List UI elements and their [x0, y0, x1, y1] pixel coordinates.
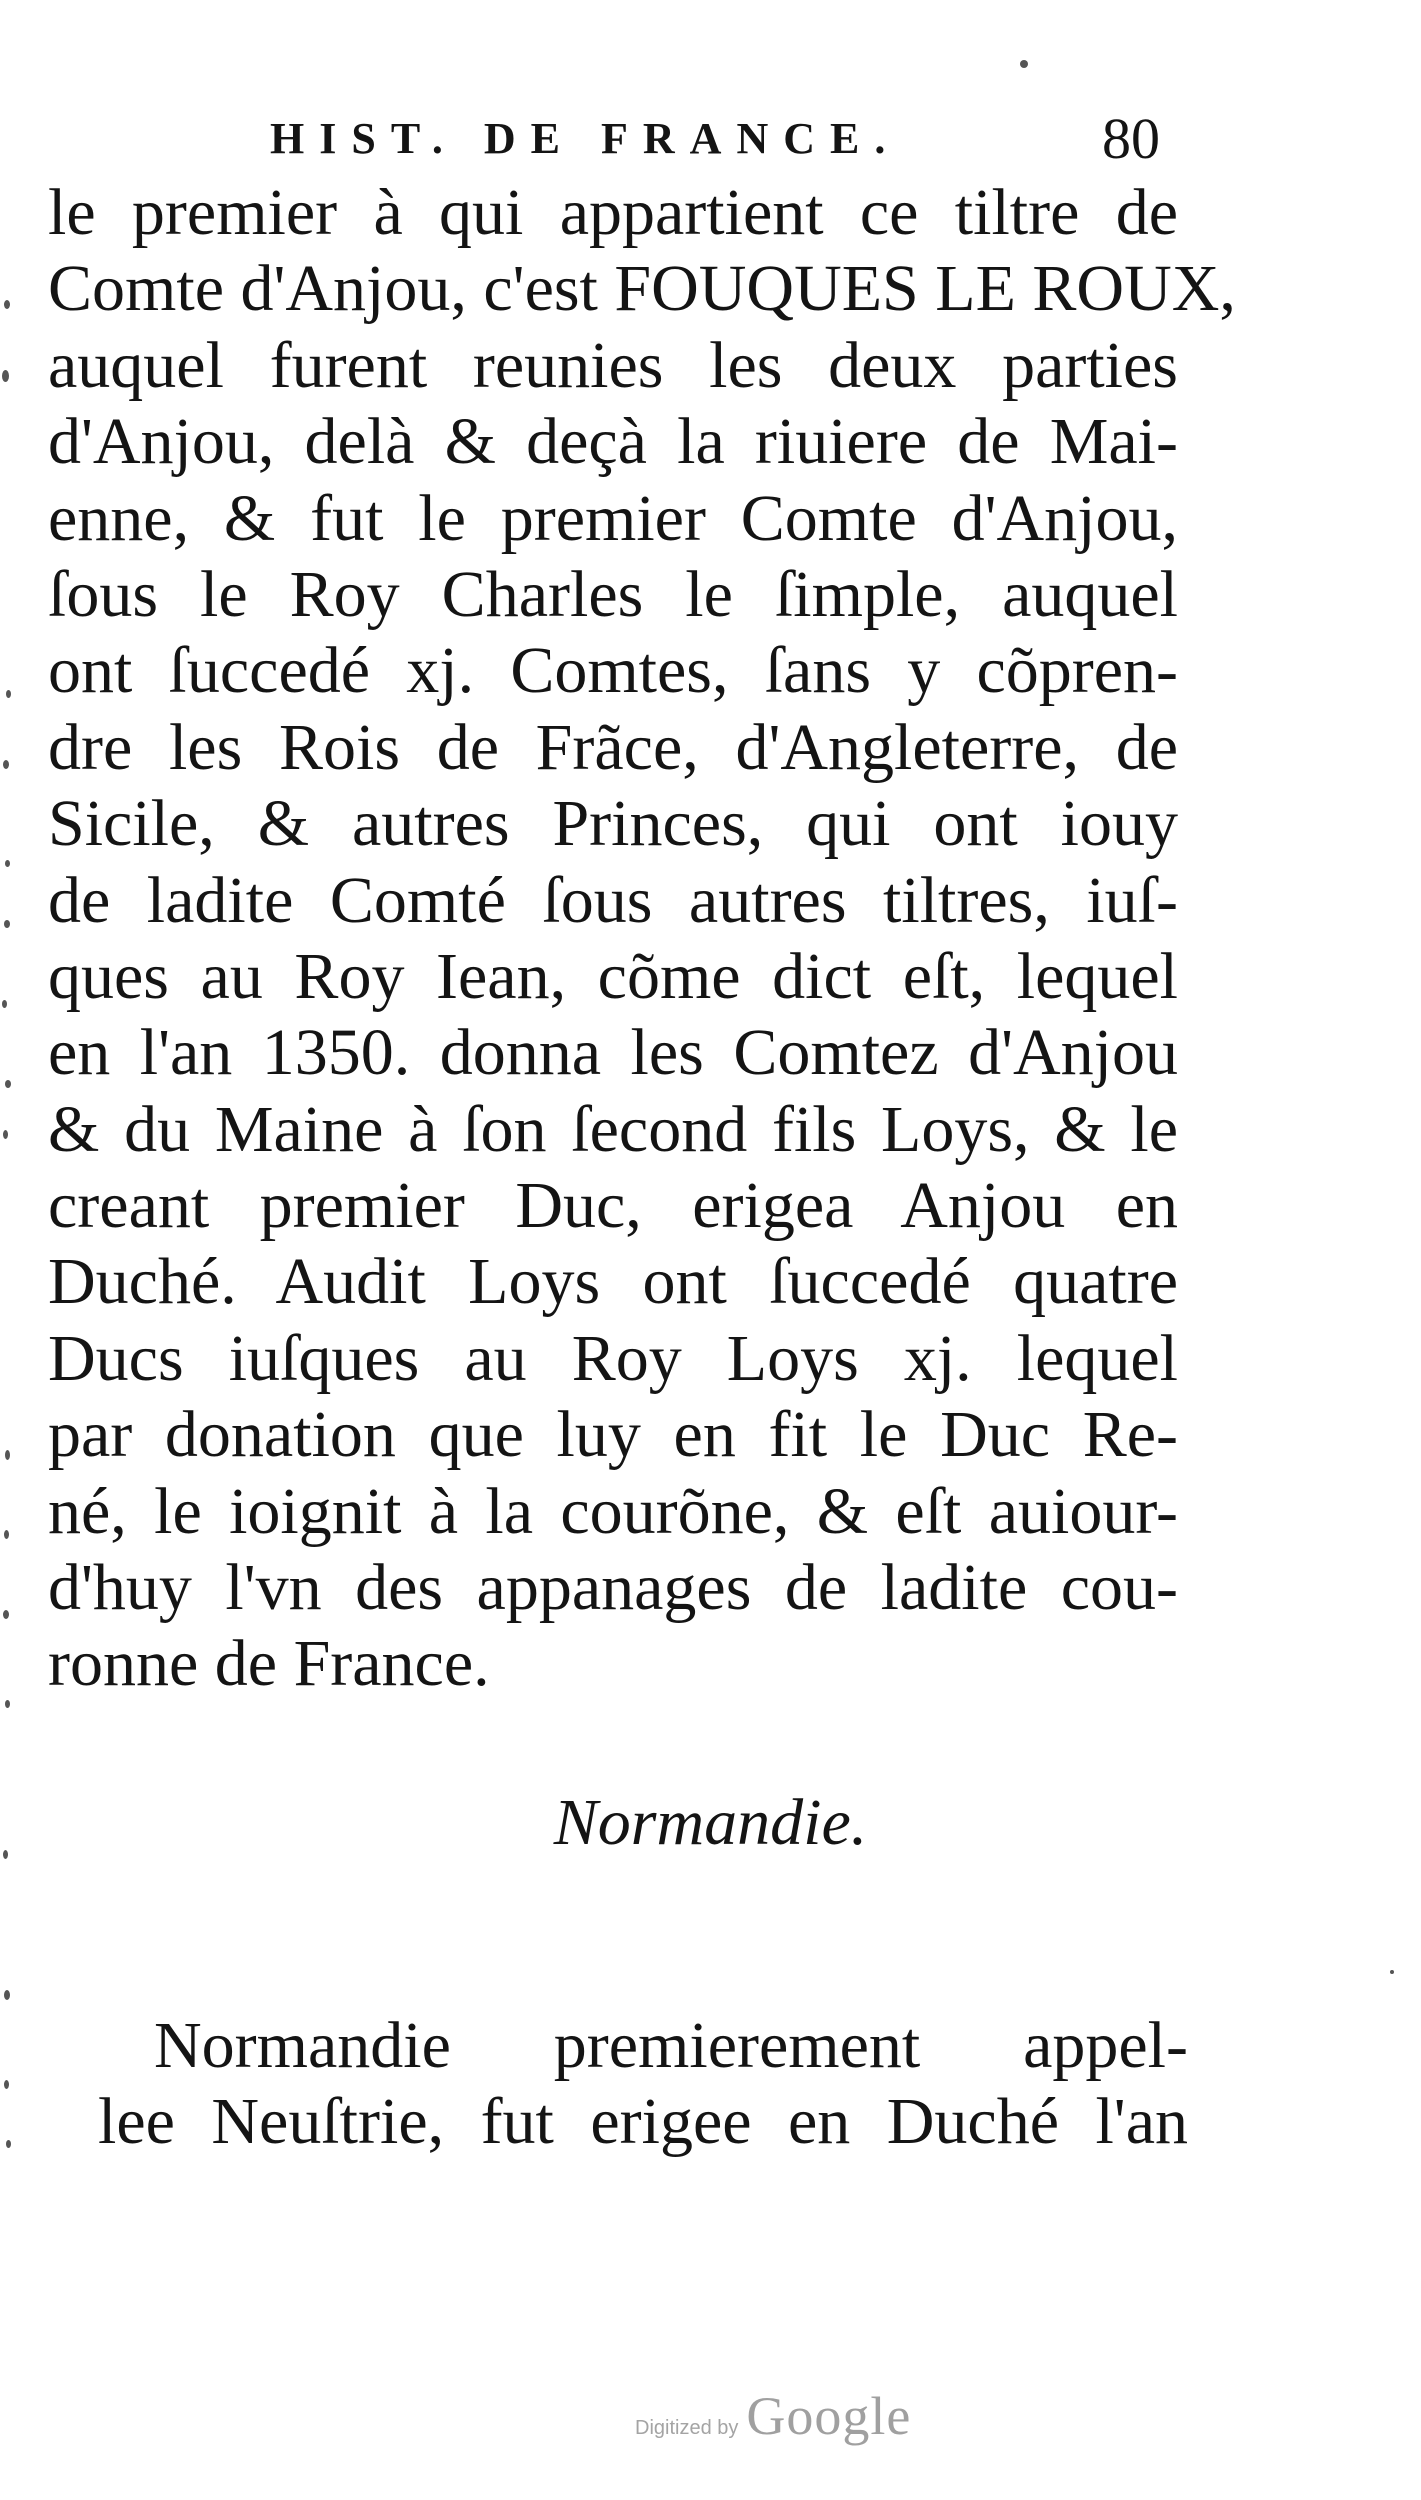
watermark-prefix: Digitized by [635, 2417, 739, 2439]
text-line: le premier à qui appartient ce tiltre de [48, 176, 1178, 249]
page-number: 80 [1102, 106, 1160, 171]
text-line: Comte d'Anjou, c'est FOUQUES LE ROUX, [48, 252, 1236, 326]
text-line: Sicile, & autres Princes, qui ont iouy [48, 787, 1178, 861]
text-line: Duché. Audit Loys ont ſuccedé quatre [48, 1245, 1178, 1319]
text-line: en l'an 1350. donna les Comtez d'Anjou [48, 1016, 1178, 1090]
text-line: enne, & fut le premier Comte d'Anjou, [48, 481, 1178, 555]
text-line: & du Maine à ſon ſecond fils Loys, & le [48, 1092, 1178, 1166]
text-line: d'Anjou, delà & deçà la riuiere de Mai- [48, 405, 1178, 479]
text-line: ont ſuccedé xj. Comtes, ſans y cõpren- [48, 634, 1178, 708]
text-line: ques au Roy Iean, cõme dict eſt, lequel [48, 939, 1178, 1013]
text-line: par donation que luy en fit le Duc Re- [48, 1398, 1178, 1472]
running-head-title: HIST. DE FRANCE. [270, 114, 901, 163]
running-header [270, 105, 1200, 185]
section-heading: Normandie. [553, 1786, 868, 1859]
text-line: d'huy l'vn des appanages de ladite cou- [48, 1551, 1178, 1625]
text-line: ronne de France. [48, 1627, 490, 1701]
text-line: Ducs iuſques au Roy Loys xj. lequel [48, 1321, 1178, 1395]
text-line: lee Neuſtrie, fut erigee en Duché l'an [98, 2085, 1188, 2159]
text-line: dre les Rois de Frãce, d'Angleterre, de [48, 710, 1178, 784]
watermark-brand-logo: Google [746, 2386, 912, 2446]
text-line: creant premier Duc, erigea Anjou en [48, 1169, 1178, 1243]
section-paragraph [98, 2008, 1188, 2161]
digitization-watermark [635, 2385, 911, 2447]
text-line: Normandie premierement appel- [154, 2009, 1188, 2082]
main-paragraph [48, 175, 1236, 1703]
text-line: de ladite Comté ſous autres tiltres, iuſ- [48, 863, 1178, 937]
text-line: né, le ioignit à la courõne, & eſt auiour- [48, 1474, 1178, 1548]
text-line: auquel furent reunies les deux parties [48, 328, 1178, 402]
text-line: ſous le Roy Charles le ſimple, auquel [48, 557, 1178, 631]
